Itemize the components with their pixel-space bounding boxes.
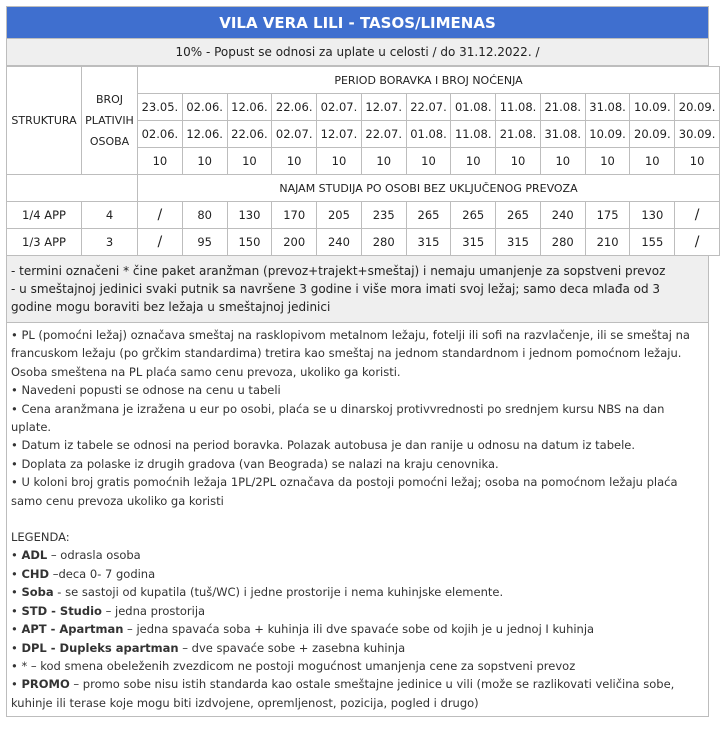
legend-desc: – dve spavaće sobe + zasebna kuhinja [178, 640, 406, 655]
important-notes [6, 256, 709, 323]
date-to-cell: 02.07. [272, 121, 317, 148]
price-cell: 240 [540, 202, 585, 229]
nights-cell: 10 [361, 148, 406, 175]
nights-cell: 10 [585, 148, 630, 175]
bullet-icon: • [11, 603, 22, 618]
bullet-icon: • [11, 640, 22, 655]
date-from-cell: 22.07. [406, 94, 451, 121]
nights-cell: 10 [272, 148, 317, 175]
pricelist [6, 6, 716, 717]
price-cell: 280 [540, 229, 585, 256]
note-item: • U koloni broj gratis pomoćnih ležaja 1PL/2PL označava da postoji pomoćni ležaj; osoba na pomoćnom ležaju plaća samo cenu prevoza ukoliko ga koristi [11, 475, 678, 508]
price-cell: 315 [451, 229, 496, 256]
general-notes [6, 323, 709, 717]
legend-term: PROMO [21, 677, 70, 692]
page-title: VILA VERA LILI - TASOS/LIMENAS [6, 6, 709, 39]
bullet-icon: • [11, 548, 22, 563]
bullet-icon: • [11, 622, 22, 637]
nights-cell: 10 [496, 148, 541, 175]
period-header: PERIOD BORAVKA I BROJ NOĆENJA [138, 67, 720, 94]
date-from-cell: 02.07. [317, 94, 362, 121]
price-cell: 315 [496, 229, 541, 256]
legend-item [11, 639, 704, 657]
structure-header: STRUKTURA [7, 67, 82, 175]
price-cell: 150 [227, 229, 272, 256]
nights-cell: 10 [451, 148, 496, 175]
price-row [7, 229, 720, 256]
legend-list [11, 546, 704, 712]
nights-cell: 10 [540, 148, 585, 175]
date-to-cell: 12.07. [317, 121, 362, 148]
note-line: - termini označeni * čine paket aranžman (prevoz+trajekt+smeštaj) i nemaju umanjenje za sopstveni prevoz [11, 264, 666, 278]
date-from-cell: 22.06. [272, 94, 317, 121]
legend-desc: - se sastoji od kupatila (tuš/WC) i jedne prostorije i nema kuhinjske elemente. [53, 585, 504, 600]
note-item: • Datum iz tabele se odnosi na period boravka. Polazak autobusa je dan ranije u odnosu na datum iz tabele. [11, 438, 636, 453]
price-cell: 155 [630, 229, 675, 256]
unit-type-cell: 1/3 APP [7, 229, 82, 256]
price-cell: / [138, 202, 183, 229]
note-item: • Doplata za polaske iz drugih gradova (van Beograda) se nalazi na kraju cenovnika. [11, 456, 499, 471]
price-cell: 240 [317, 229, 362, 256]
date-to-cell: 22.06. [227, 121, 272, 148]
blank-cell [7, 175, 138, 202]
nights-cell: 10 [630, 148, 675, 175]
date-to-cell: 30.09. [675, 121, 720, 148]
price-cell: / [675, 202, 720, 229]
price-cell: 315 [406, 229, 451, 256]
date-to-cell: 11.08. [451, 121, 496, 148]
legend-item [11, 675, 704, 712]
persons-header-text: BROJ PLATIVIH OSOBA [85, 93, 134, 148]
unit-type-cell: 1/4 APP [7, 202, 82, 229]
date-to-cell: 31.08. [540, 121, 585, 148]
date-from-cell: 10.09. [630, 94, 675, 121]
legend-desc: – promo sobe nisu istih standarda kao ostale smeštajne jedinice u vili (može se razlikovati veličina sobe, kuhinje ili terase koje mogu biti izdvojene, opremljenost, pozicija, pogled i drugo) [11, 677, 675, 710]
bullet-icon: • [11, 566, 22, 581]
nights-cell: 10 [227, 148, 272, 175]
note-item: • Cena aranžmana je izražena u eur po osobi, plaća se u dinarskoj protivvrednosti po srednjem kursu NBS na dan uplate. [11, 401, 665, 435]
price-cell: 130 [227, 202, 272, 229]
price-table [6, 66, 720, 256]
date-from-cell: 11.08. [496, 94, 541, 121]
date-from-cell: 01.08. [451, 94, 496, 121]
date-to-cell: 10.09. [585, 121, 630, 148]
legend-desc: – jedna prostorija [101, 603, 206, 618]
date-to-cell: 02.06. [138, 121, 183, 148]
legend-term: CHD [21, 566, 50, 581]
price-cell: 170 [272, 202, 317, 229]
price-cell: 210 [585, 229, 630, 256]
date-from-cell: 20.09. [675, 94, 720, 121]
bullet-icon: • [11, 658, 22, 673]
price-header: NAJAM STUDIJA PO OSOBI BEZ UKLJUČENOG PREVOZA [138, 175, 720, 202]
price-cell: 280 [361, 229, 406, 256]
legend-item [11, 546, 704, 564]
persons-cell: 4 [82, 202, 138, 229]
note-item: • Navedeni popusti se odnose na cenu u tabeli [11, 383, 281, 398]
price-cell: 80 [182, 202, 227, 229]
nights-cell: 10 [317, 148, 362, 175]
date-from-cell: 12.07. [361, 94, 406, 121]
nights-cell: 10 [138, 148, 183, 175]
price-cell: 235 [361, 202, 406, 229]
price-cell: / [675, 229, 720, 256]
date-from-cell: 23.05. [138, 94, 183, 121]
legend-term: Soba [21, 585, 54, 600]
date-from-cell: 21.08. [540, 94, 585, 121]
price-cell: 265 [406, 202, 451, 229]
legend-item [11, 602, 704, 620]
legend-desc: –deca 0- 7 godina [49, 566, 156, 581]
legend-item [11, 620, 704, 638]
price-cell: 265 [451, 202, 496, 229]
price-cell: 265 [496, 202, 541, 229]
persons-cell: 3 [82, 229, 138, 256]
legend-desc: * – kod smena obeleženih zvezdicom ne postoji mogućnost umanjenja cene za sopstveni prevoz [21, 658, 576, 673]
legend-term: ADL [21, 548, 48, 563]
legend-term: APT - Apartman [21, 622, 124, 637]
date-to-cell: 21.08. [496, 121, 541, 148]
discount-banner: 10% - Popust se odnosi za uplate u celosti / do 31.12.2022. / [6, 39, 709, 66]
price-cell: 95 [182, 229, 227, 256]
nights-cell: 10 [675, 148, 720, 175]
date-from-cell: 02.06. [182, 94, 227, 121]
date-to-cell: 22.07. [361, 121, 406, 148]
nights-cell: 10 [182, 148, 227, 175]
price-cell: / [138, 229, 183, 256]
date-to-cell: 12.06. [182, 121, 227, 148]
price-cell: 205 [317, 202, 362, 229]
legend-item [11, 657, 704, 675]
note-line: - u smeštajnoj jedinici svaki putnik sa navršene 3 godine i više mora imati svoj ležaj; samo deca mlađa od 3 godine mogu boraviti bez ležaja u smeštajnoj jedinici [11, 282, 661, 314]
date-from-cell: 31.08. [585, 94, 630, 121]
note-item: • PL (pomoćni ležaj) označava smeštaj na rasklopivom metalnom ležaju, fotelji ili sofi na razvlačenje, ili se smeštaj na francuskom ležaju (po grčkim standardima) tretira kao smeštaj na jednom standardnom i jednom pomoćnom ležaju. Osoba smeštena na PL plaća samo cenu prevoza, ukoliko ga koristi. [11, 328, 690, 379]
legend-item [11, 583, 704, 601]
price-row [7, 202, 720, 229]
legend-term: STD - Studio [21, 603, 102, 618]
bullet-icon: • [11, 585, 22, 600]
legend-item [11, 565, 704, 583]
legend-desc: – odrasla osoba [47, 548, 141, 563]
date-to-cell: 01.08. [406, 121, 451, 148]
bullet-icon: • [11, 677, 22, 692]
date-from-cell: 12.06. [227, 94, 272, 121]
date-to-cell: 20.09. [630, 121, 675, 148]
price-cell: 175 [585, 202, 630, 229]
price-cell: 200 [272, 229, 317, 256]
legend-term: DPL - Dupleks apartman [21, 640, 179, 655]
legend-desc: – jedna spavaća soba + kuhinja ili dve spavaće sobe od kojih je u jednoj I kuhinja [123, 622, 595, 637]
nights-cell: 10 [406, 148, 451, 175]
persons-header [82, 67, 138, 175]
legend-title: LEGENDA: [11, 530, 70, 545]
price-cell: 130 [630, 202, 675, 229]
